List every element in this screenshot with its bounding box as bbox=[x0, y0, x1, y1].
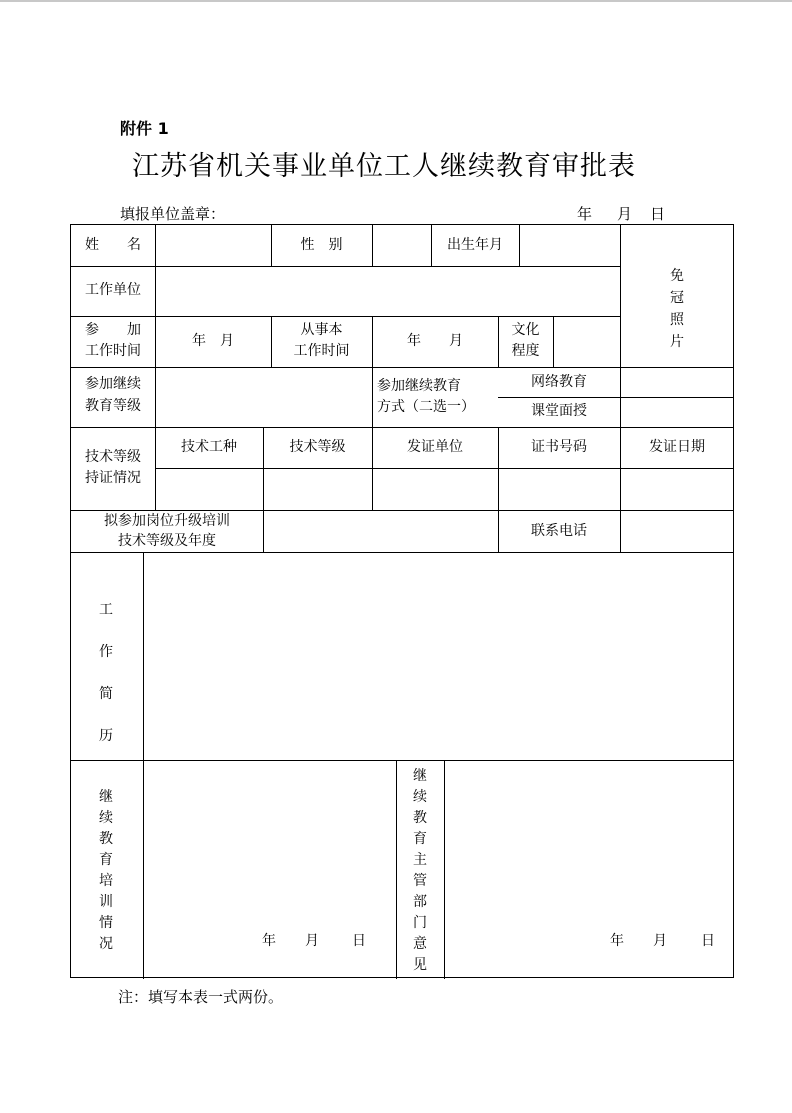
ce-level-label-1: 参加继续 bbox=[85, 376, 141, 392]
footer-note: 注：填写本表一式两份。 bbox=[118, 988, 284, 1006]
header-month: 月 bbox=[617, 205, 633, 223]
work-time-label-1: 参 加 bbox=[85, 322, 141, 338]
workplace-label: 工作单位 bbox=[85, 282, 141, 298]
birth-label: 出生年月 bbox=[447, 237, 503, 253]
current-job-label-1: 从事本 bbox=[300, 322, 343, 338]
col-issuer: 发证单位 bbox=[407, 439, 463, 455]
page-title: 江苏省机关事业单位工人继续教育审批表 bbox=[132, 151, 636, 182]
training-year: 年 bbox=[262, 933, 276, 949]
dept-month: 月 bbox=[653, 933, 667, 949]
training-label: 继 续 教 育 培 训 情 况 bbox=[99, 789, 113, 952]
header-day: 日 bbox=[650, 205, 666, 223]
cert-label-1: 技术等级 bbox=[85, 449, 141, 465]
mode-online: 网络教育 bbox=[531, 374, 587, 390]
col-tech-level: 技术等级 bbox=[289, 439, 346, 455]
col-job-type: 技术工种 bbox=[181, 439, 237, 455]
current-job-date: 年 月 bbox=[407, 333, 463, 349]
dept-opinion-label: 继 续 教 育 主 管 部 门 意 见 bbox=[413, 768, 427, 973]
ce-mode-label-1: 参加继续教育 bbox=[377, 378, 461, 394]
training-month: 月 bbox=[305, 933, 319, 949]
phone-label: 联系电话 bbox=[531, 523, 587, 539]
gender-label: 性 别 bbox=[300, 237, 343, 253]
header-year: 年 bbox=[577, 205, 593, 223]
mode-classroom: 课堂面授 bbox=[531, 403, 587, 419]
unit-seal-label: 填报单位盖章： bbox=[120, 205, 226, 223]
dept-day: 日 bbox=[701, 933, 715, 949]
planned-label-1: 拟参加岗位升级培训 bbox=[104, 513, 230, 529]
cert-label-2: 持证情况 bbox=[85, 470, 141, 486]
attachment-label: 附件 1 bbox=[120, 119, 169, 138]
photo-label: 免 冠 照 片 bbox=[670, 268, 684, 350]
ce-mode-label-2: 方式（二选一） bbox=[377, 399, 475, 415]
col-issue-date: 发证日期 bbox=[649, 439, 705, 455]
education-label-2: 程度 bbox=[511, 343, 540, 359]
ce-level-label-2: 教育等级 bbox=[85, 398, 141, 414]
work-time-label-2: 工作时间 bbox=[85, 343, 141, 359]
training-day: 日 bbox=[352, 933, 366, 949]
work-start-date: 年 月 bbox=[192, 333, 234, 349]
resume-label: 工 作 简 历 bbox=[99, 602, 113, 744]
current-job-label-2: 工作时间 bbox=[293, 343, 350, 359]
name-label: 姓 名 bbox=[85, 237, 141, 253]
col-cert-no: 证书号码 bbox=[531, 439, 587, 455]
education-label-1: 文化 bbox=[511, 322, 540, 338]
dept-year: 年 bbox=[610, 933, 624, 949]
planned-label-2: 技术等级及年度 bbox=[118, 533, 216, 549]
top-border bbox=[0, 0, 792, 2]
approval-form-table bbox=[70, 224, 734, 978]
